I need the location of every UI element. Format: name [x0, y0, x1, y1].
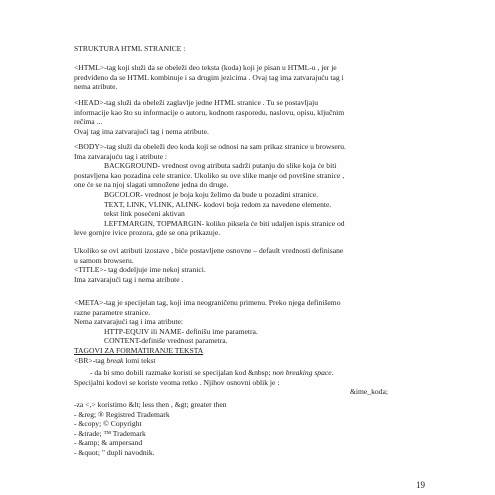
entity-list: [74, 400, 426, 438]
nbsp-emphasis: non breaking space.: [272, 368, 334, 377]
formatting-section-heading: TAGOVI ZA FORMATIRANJE TEKSTA: [74, 345, 204, 355]
bgcolor-attribute: BGCOLOR- vrednost je boja koju želimo da bude u pozadini stranice.: [104, 189, 319, 199]
paragraph-line: Nema zatvarajući tag i ima atribute:: [74, 317, 184, 327]
paragraph-line: razne parametre stranice.: [74, 307, 151, 317]
paragraph-line: <TITLE>- tag dodeljuje ime nekoj stranici.: [74, 265, 206, 275]
paragraph-line: leve gornjre ivice prozora, gde se ona prikazuje.: [74, 228, 221, 238]
ime-koda-example: &ime_koda;: [350, 387, 388, 397]
html-tag-paragraph: [74, 63, 426, 92]
paragraph-line: postavljena kao pozadina cele stranice. Ukoliko su ove slike manje od površine stranice ,: [74, 170, 345, 180]
paragraph-line: predviđeno da se HTML kombinuje i sa drugim jezicima . Ovaj tag ima zatvarajuću tag i: [74, 72, 344, 82]
paragraph-line: one će se na njoj slagati umnožene jedna do druge.: [74, 180, 229, 190]
paragraph-line: <BODY>-tag služi da obeleži deo koda koji se odnosi na sam prikaz stranice u browseru.: [74, 142, 346, 151]
entity-line: - &reg; ® Registred Trademark: [74, 409, 170, 419]
entity-list-continued: [74, 438, 426, 448]
special-codes-paragraph: [74, 368, 426, 397]
br-tag-line: [74, 356, 426, 366]
paragraph-line: informacije kao što su informacije o autoru, kodnom rasporedu, naslovu, opisu, ključnim: [74, 107, 345, 117]
paragraph-line: Ima zatvarajući tag i nema atribute .: [74, 274, 184, 284]
paragraph-line: <HEAD>-tag služi da obeleži zaglavlje jedne HTML stranice . Tu se postavljaju: [74, 98, 319, 107]
paragraph-line: nema atribute.: [74, 82, 118, 92]
paragraph-line: <HTML>-tag koji služi da se obeleži deo teksta (koda) koji je pisan u HTML-u , jer je: [74, 63, 337, 72]
text-link-attribute: TEXT, LINK, VLINK, ALINK- kodovi boja redom za navedene elemente.: [104, 199, 332, 209]
entity-line: -za <,> koristimo &lt; less then , &gt; greater then: [74, 400, 227, 409]
paragraph-line: Ima zatvarajuću tag i atribute :: [74, 151, 167, 161]
page-number: 19: [416, 480, 425, 490]
paragraph-line: <META>-tag je specijelan tag, koji ima neograničenu primenu. Preko njega definišemo: [74, 298, 341, 307]
entity-line: - &copy; © Copyright: [74, 419, 142, 429]
nbsp-line: [74, 368, 426, 378]
meta-tag-paragraph: [74, 298, 426, 365]
nbsp-prefix: - da bi smo dobili razmake koristi se specijalan kod &nbsp;: [90, 368, 273, 377]
paragraph-line: rečima ...: [74, 117, 103, 127]
paragraph-line: Ukoliko se ovi atributi izostave , biće postavljene osnovne – default vrednosti definisane: [74, 246, 344, 255]
entity-line: - &quot; " dupli navodnik.: [74, 448, 155, 457]
br-tag-label: <BR>-tag: [74, 355, 107, 365]
default-values-paragraph: [74, 246, 426, 284]
paragraph-line: Ovaj tag ima zatvarajući tag i nema atribute.: [74, 126, 209, 136]
meta-attribute: CONTENT-definiše vrednost parametra.: [104, 336, 228, 346]
entity-list-tail: [74, 448, 426, 458]
head-tag-paragraph: [74, 98, 426, 136]
background-attribute: BACKGROUND- vrednost ovog atributa sadrži putanju do slike koja će biti: [104, 161, 337, 171]
br-tag-rest: lomi tekst: [123, 355, 156, 365]
entity-line: - &trade; ™ Trademark: [74, 428, 146, 438]
text-link-continuation: tekst link posećeni aktivan: [104, 209, 185, 219]
paragraph-line: Specijalni kodovi se koriste veoma retko . Njihov osnovni oblik je :: [74, 377, 280, 387]
margin-attribute: LEFTMARGIN, TOPMARGIN- koliko piksela će biti udaljen ispis stranice od: [104, 218, 345, 228]
meta-attribute: HTTP-EQUIV ili NAME- definišu ime parametra.: [104, 326, 258, 336]
page-title-text: STRUKTURA HTML STRANICE :: [74, 44, 186, 53]
break-word: break: [106, 355, 124, 365]
body-tag-paragraph: [74, 142, 426, 238]
entity-line: - &amp; & ampersand: [74, 438, 143, 447]
page-title: [74, 44, 426, 54]
paragraph-line: u samom browseru.: [74, 255, 134, 265]
